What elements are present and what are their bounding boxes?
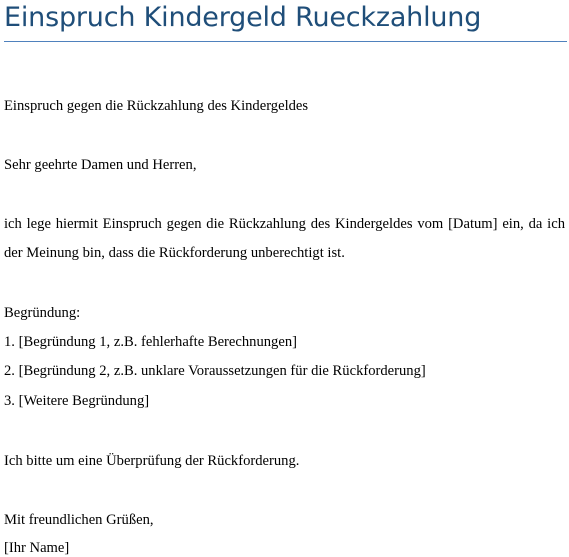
reason-item-3: 3. [Weitere Begründung]	[4, 393, 150, 409]
subject-line: Einspruch gegen die Rückzahlung des Kindergeldes	[4, 98, 309, 114]
reason-item-2: 2. [Begründung 2, z.B. unklare Voraussetzungen für die Rückforderung]	[4, 363, 426, 379]
request-sentence: Ich bitte um eine Überprüfung der Rückforderung.	[4, 453, 300, 469]
reason-item-1: 1. [Begründung 1, z.B. fehlerhafte Berechnungen]	[4, 334, 297, 350]
salutation: Sehr geehrte Damen und Herren,	[4, 157, 197, 173]
title-underline	[4, 41, 567, 42]
signature-name: [Ihr Name]	[4, 540, 70, 556]
document-title: Einspruch Kindergeld Rueckzahlung	[4, 2, 482, 33]
reasons-heading: Begründung:	[4, 305, 81, 321]
closing-formula: Mit freundlichen Grüßen,	[4, 512, 154, 528]
body-paragraph-line-2: der Meinung bin, dass die Rückforderung unberechtigt ist.	[4, 245, 345, 261]
body-paragraph-line-1: ich lege hiermit Einspruch gegen die Rückzahlung des Kindergeldes vom [Datum] ein, da ich	[4, 216, 565, 232]
